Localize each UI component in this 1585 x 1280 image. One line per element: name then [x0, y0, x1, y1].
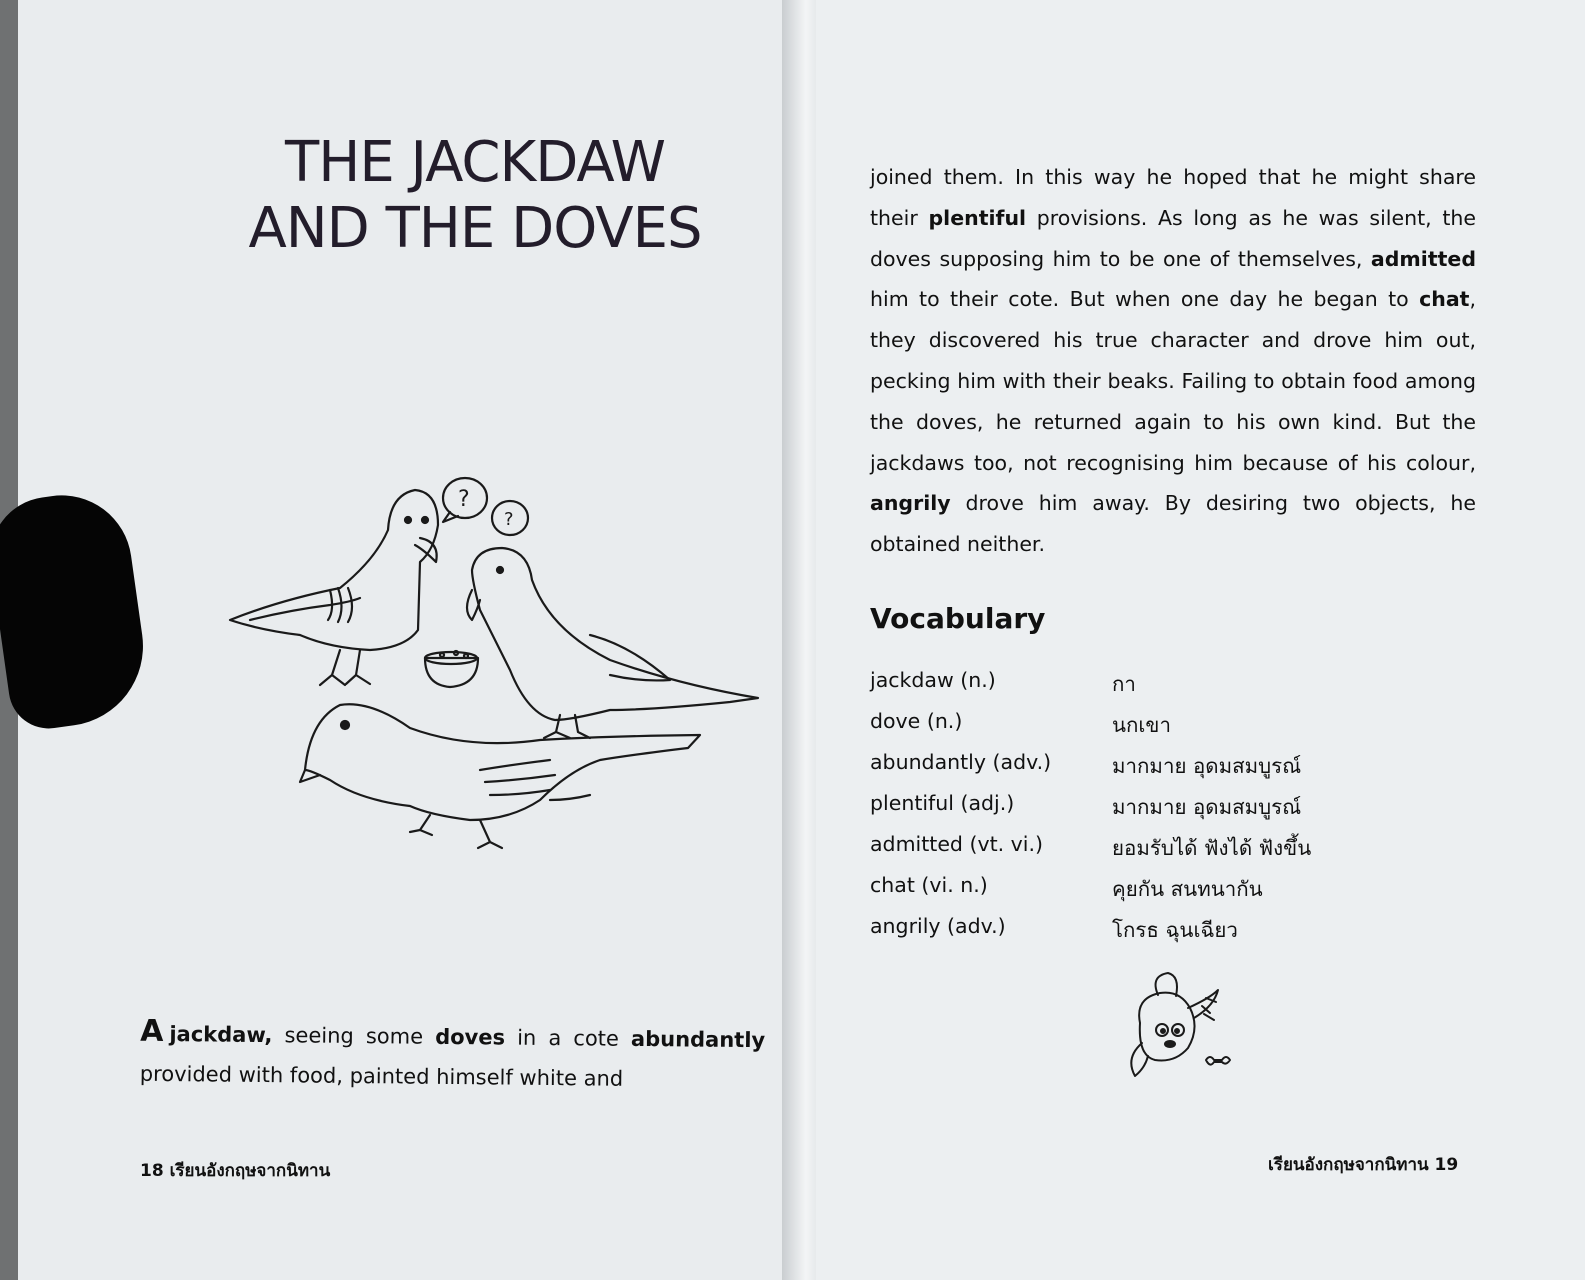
vocab-word-abundantly: abundantly	[630, 1026, 766, 1053]
vocab-meaning: ยอมรับได้ ฟังได้ ฟังขึ้น	[1112, 836, 1312, 860]
book-title-right: เรียนอังกฤษจากนิทาน	[1268, 1155, 1429, 1175]
vocab-term: chat (vi. n.)	[870, 873, 988, 897]
vocab-row	[870, 709, 1470, 750]
vocab-term: dove (n.)	[870, 709, 963, 733]
story-text: provisions. As long as he was silent, the doves supposing him to be one of themselves,	[870, 205, 1476, 271]
story-text: drove him away. By desiring two objects, he obtained neither.	[870, 491, 1476, 557]
vocab-word-doves: doves	[435, 1024, 506, 1050]
jackdaw	[305, 704, 700, 820]
left-page-footer	[140, 1157, 330, 1184]
story-text: , they discovered his true character and drove him out, pecking him with their beaks. Failing to obtain food among the doves, he returned again to his own kind. But the jackdaws too, not recognising him because of his colour,	[870, 287, 1476, 475]
vocab-meaning: โกรธ ฉุนเฉียว	[1112, 918, 1238, 942]
page-number-left: 18	[140, 1161, 164, 1181]
vocab-word-chat: chat	[1419, 287, 1470, 312]
title-line-2: AND THE DOVES	[248, 196, 702, 261]
story-text: joined them. In this way he hoped that he might share their	[870, 165, 1476, 230]
title-line-1: THE JACKDAW	[285, 130, 665, 195]
dog-illustration	[1110, 968, 1240, 1083]
vocab-term: abundantly (adv.)	[870, 750, 1052, 774]
book-spine	[782, 0, 816, 1280]
left-dove	[230, 490, 438, 650]
vocab-meaning: กา	[1112, 672, 1136, 696]
vocab-meaning: มากมาย อุดมสมบูรณ์	[1112, 754, 1302, 778]
vocab-row	[870, 668, 1470, 709]
story-text: in a cote	[504, 1025, 632, 1051]
vocab-word-angrily: angrily	[870, 491, 951, 516]
vocab-row	[870, 750, 1470, 791]
right-page-footer	[1268, 1151, 1458, 1178]
right-dove	[472, 548, 758, 720]
vocab-word-plentiful: plentiful	[928, 205, 1027, 230]
vocab-term: jackdaw (n.)	[870, 668, 996, 692]
vocab-term: admitted (vt. vi.)	[870, 832, 1043, 856]
question-mark-2: ?	[504, 509, 514, 530]
birds-illustration	[210, 470, 770, 870]
vocabulary-heading: Vocabulary	[870, 602, 1046, 635]
vocab-meaning: มากมาย อุดมสมบูรณ์	[1112, 795, 1302, 819]
story-opening-paragraph	[140, 1012, 766, 1101]
book-title-left: เรียนอังกฤษจากนิทาน	[169, 1161, 331, 1181]
story-text: him to their cote. But when one day he began to	[870, 287, 1420, 312]
story-text: seeing some	[272, 1023, 436, 1049]
vocab-term: plentiful (adj.)	[870, 791, 1015, 815]
thumb-shadow	[0, 486, 153, 733]
vocab-meaning: นกเขา	[1112, 713, 1171, 737]
question-mark-1: ?	[458, 487, 470, 512]
vocabulary-list	[870, 668, 1470, 955]
story-title	[240, 130, 710, 262]
vocab-word-admitted: admitted	[1370, 246, 1476, 271]
vocab-row	[870, 914, 1470, 955]
vocab-word-jackdaw: jackdaw,	[169, 1022, 273, 1048]
page-number-right: 19	[1434, 1155, 1459, 1175]
drop-cap: A	[140, 1013, 164, 1049]
vocab-row	[870, 791, 1470, 832]
vocab-row	[870, 873, 1470, 914]
story-text: provided with food, painted himself white and	[139, 1061, 624, 1091]
vocab-row	[870, 832, 1470, 873]
vocab-term: angrily (adv.)	[870, 914, 1006, 938]
story-continuation-paragraph	[870, 157, 1476, 565]
vocab-meaning: คุยกัน สนทนากัน	[1112, 877, 1263, 901]
